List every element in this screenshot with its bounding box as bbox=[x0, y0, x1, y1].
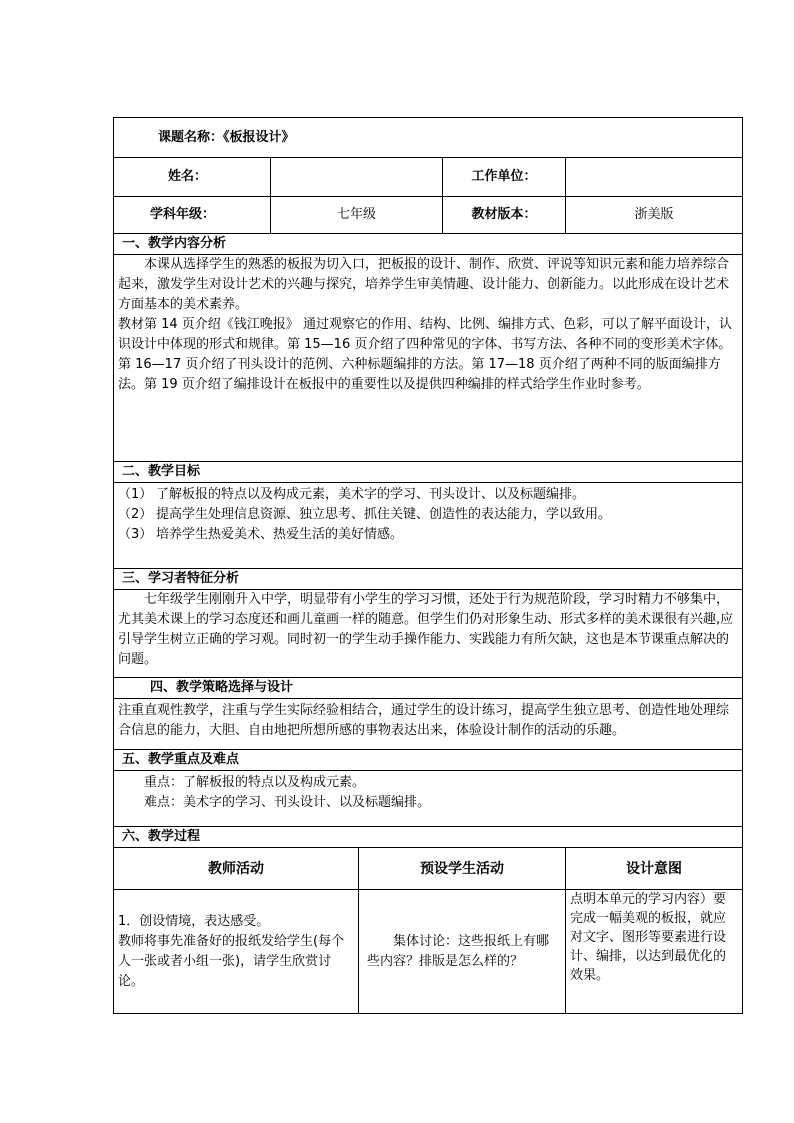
section-5-body bbox=[114, 771, 743, 827]
key-point: 重点：了解板报的特点以及构成元素。 bbox=[144, 775, 366, 790]
objective-number: （2） bbox=[118, 507, 153, 522]
objective-number: （3） bbox=[118, 527, 153, 542]
section-3-para: 七年级学生刚刚升入中学，明显带有小学生的学习习惯，还处于行为规范阶段，学习时精力不够集中，尤其美术课上的学习态度还和画儿童画一样的随意。但学生们仍对形象生动、形式多样的美术课很有兴趣,应引导学生树立正确的学习观。同时初一的学生动手操作能力、实践能力有所欠缺，这也是本节课重点解决的问题。 bbox=[118, 592, 734, 667]
section-3-body bbox=[114, 590, 743, 678]
design-intent-cell bbox=[566, 890, 743, 1014]
grade-value: 七年级 bbox=[271, 197, 443, 234]
design-intent-text: 点明本单元的学习内容）要完成一幅美观的板报，就应对文字、图形等要素进行设计、编排，以达到最优化的效果。 bbox=[570, 892, 727, 983]
lesson-plan-page bbox=[113, 117, 742, 1014]
section-1-body bbox=[114, 255, 743, 462]
column-header-student: 预设学生活动 bbox=[359, 848, 566, 890]
name-label: 姓名： bbox=[114, 158, 271, 197]
objective-item bbox=[118, 505, 738, 525]
teacher-activity-text: 教师将事先准备好的报纸发给学生(每个人一张或者小组一张)，请学生欣赏讨论。 bbox=[118, 933, 345, 989]
student-activity-cell bbox=[359, 890, 566, 1014]
section-4-para: 注重直观性教学，注重与学生实际经验相结合，通过学生的设计练习，提高学生独立思考、创造性地处理综合信息的能力，大胆、自由地把所想所感的事物表达出来，体验设计制作的活动的乐趣。 bbox=[118, 703, 730, 738]
difficulty-point: 难点：美术字的学习、刊头设计、以及标题编排。 bbox=[144, 795, 431, 810]
objective-text: 培养学生热爱美术、热爱生活的美好情感。 bbox=[156, 527, 404, 542]
section-4-body bbox=[114, 699, 743, 750]
name-value bbox=[271, 158, 443, 197]
objective-item bbox=[118, 485, 738, 505]
teacher-activity-step: 1．创设情境，表达感受。 bbox=[118, 913, 270, 929]
grade-label: 学科年级： bbox=[114, 197, 271, 234]
edition-label: 教材版本： bbox=[443, 197, 566, 234]
column-header-intent: 设计意图 bbox=[566, 848, 743, 890]
objective-number: （1） bbox=[118, 487, 153, 502]
objective-text: 了解板报的特点以及构成元素，美术字的学习、刊头设计、以及标题编排。 bbox=[156, 487, 586, 502]
course-title: 课题名称：《板报设计》 bbox=[114, 118, 743, 158]
section-1-para-2: 教材第 14 页介绍《钱江晚报》 通过观察它的作用、结构、比例、编排方式、色彩，可以了解平面设计，认识设计中体现的形式和规律。第 15—16 页介绍了四种常见的字体、书写方法、各种不同的变形美术字体。第 16—17 页介绍了刊头设计的范例、六种标题编排的方法。第 17—18 页介绍了两种不同的版面编排方法。第 19 页介绍了编排设计在板报中的重要性以及提供四种编排的样式给学生作业时参考。 bbox=[118, 317, 732, 392]
section-2-title: 二、教学目标 bbox=[114, 462, 743, 483]
work-unit-value bbox=[566, 158, 743, 197]
section-2-body bbox=[114, 483, 743, 569]
student-activity-text: 集体讨论：这些报纸上有哪些内容？排版是怎么样的？ bbox=[367, 933, 550, 969]
lesson-plan-table bbox=[113, 117, 743, 1014]
section-6-title: 六、教学过程 bbox=[114, 827, 743, 848]
teacher-activity-cell bbox=[114, 890, 359, 1014]
column-header-teacher: 教师活动 bbox=[114, 848, 359, 890]
section-1-title: 一、教学内容分析 bbox=[114, 234, 743, 255]
section-1-para-1: 本课从选择学生的熟悉的板报为切入口，把板报的设计、制作、欣赏、评说等知识元素和能力培养综合起来，激发学生对设计艺术的兴趣与探究，培养学生审美情趣、设计能力、创新能力。以此形成在设计艺术方面基本的美术素养。 bbox=[118, 257, 730, 312]
section-4-title: 四、教学策略选择与设计 bbox=[114, 678, 743, 699]
objective-text: 提高学生处理信息资源、独立思考、抓住关键、创造性的表达能力，学以致用。 bbox=[156, 507, 612, 522]
objective-item bbox=[118, 525, 738, 545]
work-unit-label: 工作单位： bbox=[443, 158, 566, 197]
edition-value: 浙美版 bbox=[566, 197, 743, 234]
section-3-title: 三、学习者特征分析 bbox=[114, 569, 743, 590]
section-5-title: 五、教学重点及难点 bbox=[114, 750, 743, 771]
